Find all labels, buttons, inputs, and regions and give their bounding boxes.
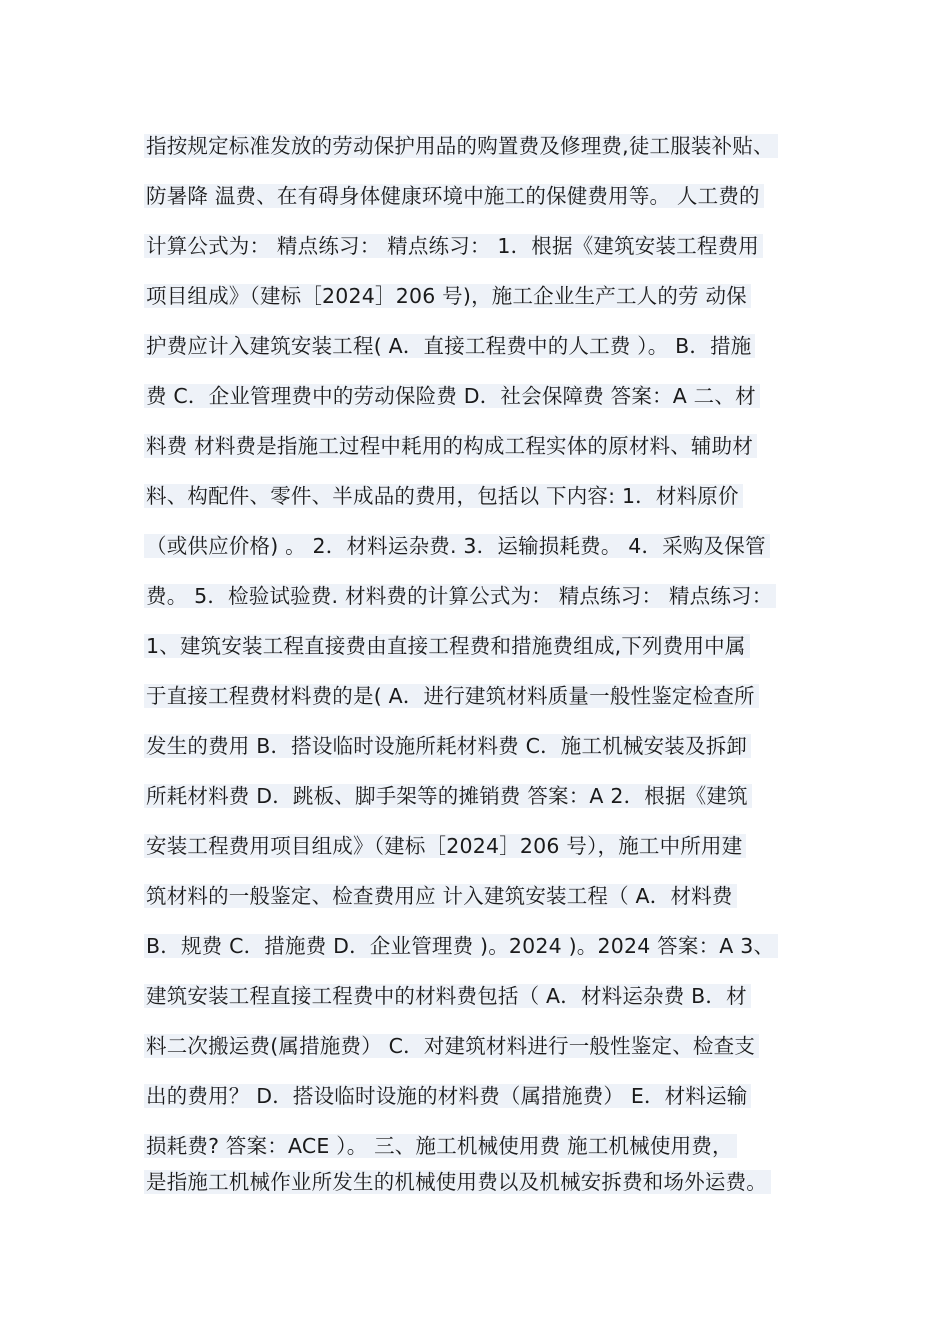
text-line	[144, 128, 824, 178]
text-line	[144, 378, 824, 428]
text-line	[144, 478, 824, 528]
text-line	[144, 328, 824, 378]
text-span: 是指施工机械作业所发生的机械使用费以及机械安拆费和场外运费。	[144, 1170, 771, 1194]
text-span: 计算公式为： 精点练习： 精点练习： 1．根据《建筑安装工程费用	[144, 234, 763, 258]
document-body	[144, 128, 824, 1214]
text-span: 安装工程费用项目组成》（建标［2024］206 号），施工中所用建	[144, 834, 746, 858]
text-line	[144, 278, 824, 328]
text-line	[144, 1078, 824, 1128]
text-line	[144, 428, 824, 478]
text-span: 指按规定标准发放的劳动保护用品的购置费及修理费,徒工服装补贴、	[144, 134, 778, 158]
text-line	[144, 828, 824, 878]
text-span: （或供应价格) 。 2．材料运杂费. 3．运输损耗费。 4．采购及保管	[144, 534, 770, 558]
text-span: 1、建筑安装工程直接费由直接工程费和措施费组成,下列费用中属	[144, 634, 750, 658]
text-span: 损耗费? 答案：ACE ）。 三、施工机械使用费 施工机械使用费，	[144, 1134, 737, 1158]
text-line	[144, 878, 824, 928]
text-line	[144, 528, 824, 578]
text-span: 料费 材料费是指施工过程中耗用的构成工程实体的原材料、辅助材	[144, 434, 757, 458]
text-span: 费 C．企业管理费中的劳动保险费 D．社会保障费 答案：A 二、材	[144, 384, 760, 408]
text-span: 于直接工程费材料费的是( A．进行建筑材料质量一般性鉴定检查所	[144, 684, 759, 708]
text-line	[144, 728, 824, 778]
text-line	[144, 778, 824, 828]
text-line	[144, 178, 824, 228]
text-line	[144, 1128, 824, 1164]
text-span: 发生的费用 B．搭设临时设施所耗材料费 C．施工机械安装及拆卸	[144, 734, 751, 758]
text-span: 筑材料的一般鉴定、检查费用应 计入建筑安装工程（ A．材料费	[144, 884, 737, 908]
text-line	[144, 1164, 824, 1214]
text-line	[144, 678, 824, 728]
text-span: 防暑降 温费、在有碍身体健康环境中施工的保健费用等。 人工费的	[144, 184, 764, 208]
text-span: 护费应计入建筑安装工程( A．直接工程费中的人工费 ）。 B．措施	[144, 334, 755, 358]
text-line	[144, 1028, 824, 1078]
text-span: 出的费用？ D．搭设临时设施的材料费（属措施费） E．材料运输	[144, 1084, 751, 1108]
text-span: 所耗材料费 D．跳板、脚手架等的摊销费 答案：A 2．根据《建筑	[144, 784, 752, 808]
text-span: 料二次搬运费(属措施费） C．对建筑材料进行一般性鉴定、检查支	[144, 1034, 759, 1058]
text-line	[144, 928, 824, 978]
text-span: 料、构配件、零件、半成品的费用，包括以 下内容: 1．材料原价	[144, 484, 743, 508]
text-span: 费。 5．检验试验费. 材料费的计算公式为： 精点练习： 精点练习：	[144, 584, 776, 608]
text-line	[144, 978, 824, 1028]
text-span: 项目组成》（建标［2024］206 号)，施工企业生产工人的劳 动保	[144, 284, 751, 308]
text-span: 建筑安装工程直接工程费中的材料费包括（ A．材料运杂费 B．材	[144, 984, 751, 1008]
text-line	[144, 228, 824, 278]
text-line	[144, 578, 824, 628]
text-span: B．规费 C．措施费 D．企业管理费 )。2024 )。2024 答案：A 3、	[144, 934, 778, 958]
text-line	[144, 628, 824, 678]
